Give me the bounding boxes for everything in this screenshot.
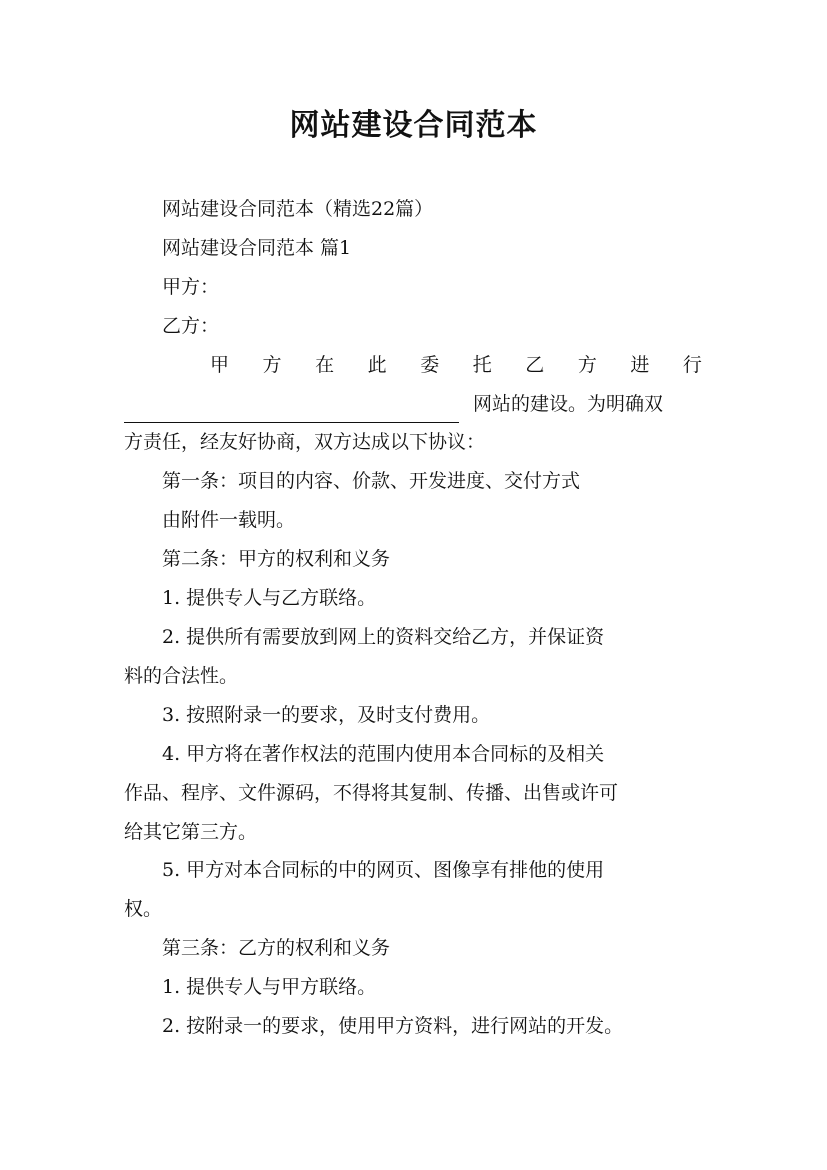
document-title: 网站建设合同范本 <box>289 108 538 143</box>
justified-char: 方 <box>577 353 597 376</box>
list-item: 3. 按照附录一的要求，及时支付费用。 <box>162 703 491 726</box>
fill-in-blank[interactable] <box>124 398 459 423</box>
paragraph-line: 第一条：项目的内容、价款、开发进度、交付方式 <box>162 470 581 493</box>
section-heading: 第三条：乙方的权利和义务 <box>162 937 391 960</box>
paragraph-line: 方责任，经友好协商，双方达成以下协议： <box>124 431 486 454</box>
paragraph-line: 权。 <box>124 898 163 921</box>
list-item: 2. 按附录一的要求，使用甲方资料，进行网站的开发。 <box>162 1015 624 1038</box>
section-heading: 第二条：甲方的权利和义务 <box>162 548 391 571</box>
paragraph-line: 作品、程序、文件源码，不得将其复制、传播、出售或许可 <box>124 781 619 804</box>
list-item: 4. 甲方将在著作权法的范围内使用本合同标的及相关 <box>162 742 605 765</box>
paragraph-line: 由附件一载明。 <box>162 509 296 532</box>
list-item: 5. 甲方对本合同标的中的网页、图像享有排他的使用 <box>162 859 605 882</box>
justified-char: 甲 <box>210 353 230 376</box>
justified-char: 托 <box>472 353 492 376</box>
justified-char: 行 <box>682 353 702 376</box>
paragraph-line: 网站的建设。为明确双 <box>473 392 664 415</box>
paragraph-line: 甲方： <box>162 275 220 298</box>
blank-line <box>124 385 704 424</box>
document-body <box>124 190 704 1046</box>
justified-char: 方 <box>262 353 282 376</box>
list-item: 1. 提供专人与乙方联络。 <box>162 587 377 610</box>
paragraph-line: 乙方： <box>162 314 220 337</box>
justified-char: 此 <box>367 353 387 376</box>
justified-char: 委 <box>420 353 440 376</box>
justified-line <box>124 346 704 385</box>
list-item: 2. 提供所有需要放到网上的资料交给乙方，并保证资 <box>162 625 605 648</box>
paragraph-line: 网站建设合同范本 篇1 <box>162 236 352 259</box>
paragraph-line: 给其它第三方。 <box>124 820 258 843</box>
justified-char: 进 <box>630 353 650 376</box>
paragraph-line: 料的合法性。 <box>124 664 239 687</box>
paragraph-line: 网站建设合同范本（精选22篇） <box>162 198 434 220</box>
list-item: 1. 提供专人与甲方联络。 <box>162 976 377 999</box>
justified-char: 在 <box>315 353 335 376</box>
justified-char: 乙 <box>525 353 545 376</box>
